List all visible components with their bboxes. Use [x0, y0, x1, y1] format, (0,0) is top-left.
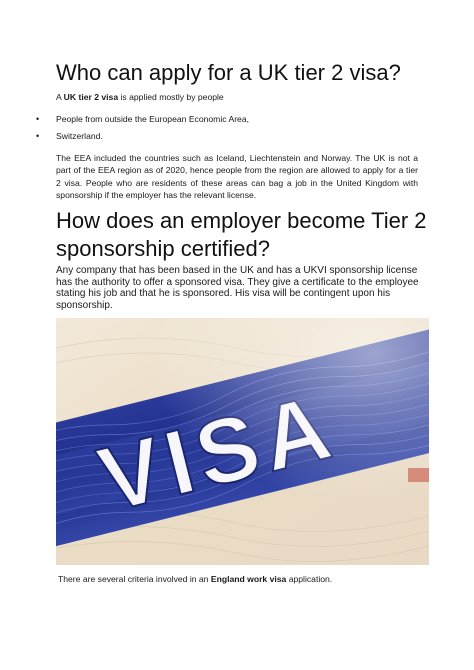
red-accent — [408, 468, 429, 482]
intro-suffix: is applied mostly by people — [118, 92, 224, 102]
list-item-text: People from outside the European Economic Area, — [56, 114, 249, 124]
list-item-text: Switzerland. — [56, 131, 103, 141]
eligibility-list — [34, 114, 434, 148]
eea-paragraph: The EEA included the countries such as Iceland, Liechtenstein and Norway. The UK is not a part of the EEA region as of 2020, hence people from the region are allowed to apply for a tier 2 visa. People who are residents of these areas can bag a job in the United Kingdom with sponsorship if the employer has the relevant license. — [56, 153, 418, 201]
list-item — [34, 131, 434, 142]
visa-photo-svg — [56, 318, 429, 565]
image-caption — [58, 574, 438, 585]
intro-sentence — [56, 92, 436, 103]
section-heading-sponsorship: How does an employer become Tier 2 sponsorship certified? — [56, 208, 427, 261]
bullet-icon: • — [36, 114, 40, 124]
photo-highlight — [56, 318, 429, 565]
intro-prefix: A — [56, 92, 64, 102]
caption-prefix: There are several criteria involved in an — [58, 574, 211, 584]
intro-bold-term: UK tier 2 visa — [63, 92, 119, 102]
visa-photo — [56, 318, 429, 565]
bullet-icon: • — [36, 131, 40, 141]
caption-bold-term: England work visa — [210, 574, 287, 584]
sponsorship-paragraph: Any company that has been based in the UK and has a UKVI sponsorship license has the authority to offer a sponsored visa. They give a certificate to the employee stating his job and that he is sponsored. His visa will be contingent upon his sponsorship. — [56, 265, 419, 311]
caption-suffix: application. — [286, 574, 333, 584]
section-heading-who-can-apply: Who can apply for a UK tier 2 visa? — [56, 60, 401, 85]
list-item — [34, 114, 434, 125]
